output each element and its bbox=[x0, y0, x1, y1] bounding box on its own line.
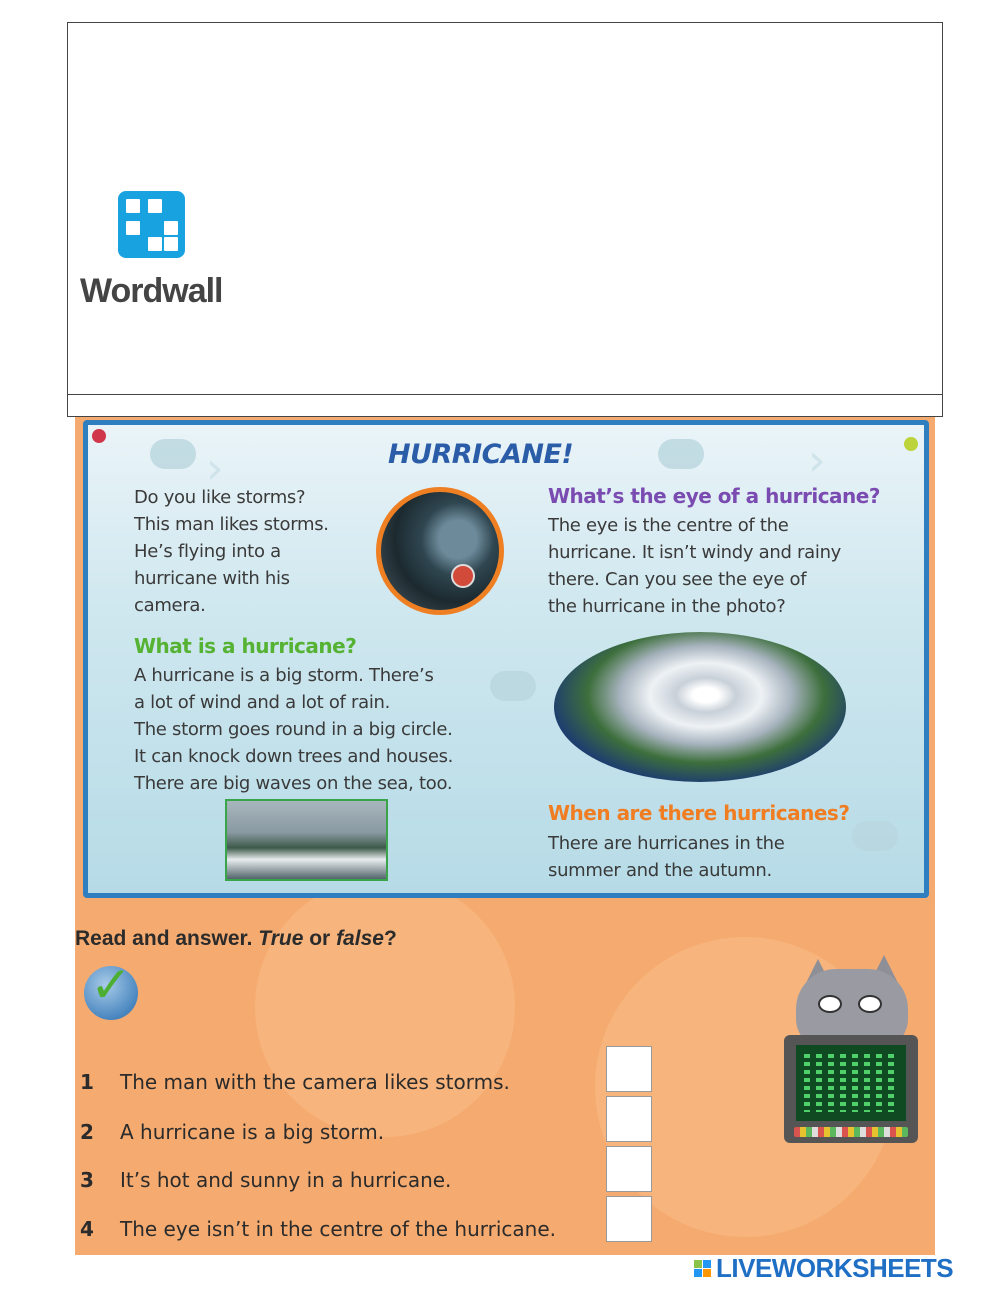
wordwall-brand: Wordwall bbox=[80, 272, 223, 310]
cloud-icon bbox=[658, 439, 704, 469]
cloud-icon bbox=[852, 821, 898, 851]
reading-title: HURRICANE! bbox=[388, 439, 574, 470]
wordwall-grid-icon bbox=[118, 191, 185, 258]
green-pin-icon bbox=[904, 437, 918, 451]
answer-box-4[interactable] bbox=[606, 1196, 652, 1242]
exercise-instruction: Read and answer. True or false? bbox=[75, 927, 397, 950]
liveworksheets-brand: LIVEWORKSHEETS bbox=[716, 1253, 954, 1283]
intro-text: Do you like storms? This man likes storms. He’s flying into a hurricane with his camera. bbox=[134, 487, 329, 616]
answer-box-3[interactable] bbox=[606, 1146, 652, 1192]
answer-box-2[interactable] bbox=[606, 1096, 652, 1142]
heading-when: When are there hurricanes? bbox=[548, 801, 850, 825]
wordwall-banner bbox=[67, 22, 943, 395]
cloud-icon bbox=[150, 439, 196, 469]
answer-box-1[interactable] bbox=[606, 1046, 652, 1092]
heading-what-is: What is a hurricane? bbox=[134, 634, 357, 658]
chevron-decor-icon: › bbox=[206, 443, 224, 494]
cloud-icon bbox=[490, 671, 536, 701]
red-pin-icon bbox=[92, 429, 106, 443]
checkmark-icon: ✓ bbox=[84, 966, 138, 1020]
when-text: There are hurricanes in the summer and the autumn. bbox=[548, 833, 785, 881]
satellite-hurricane-photo bbox=[554, 632, 846, 782]
patch-icon bbox=[451, 564, 475, 588]
what-is-text: A hurricane is a big storm. There’s a lot of wind and a lot of rain. The storm goes round in a big circle. It can knock down trees and houses. There are big waves on the sea, too. bbox=[134, 665, 454, 794]
banner-divider bbox=[67, 395, 943, 417]
pilot-photo bbox=[376, 487, 504, 615]
reading-panel bbox=[83, 420, 929, 898]
storm-waves-photo bbox=[225, 799, 388, 881]
heading-eye: What’s the eye of a hurricane? bbox=[548, 484, 880, 508]
cat-laptop-illustration bbox=[778, 955, 928, 1165]
chevron-decor-icon: › bbox=[808, 435, 826, 486]
eye-text: The eye is the centre of the hurricane. It isn’t windy and rainy there. Can you see the eye of the hurricane in the photo? bbox=[548, 515, 842, 617]
